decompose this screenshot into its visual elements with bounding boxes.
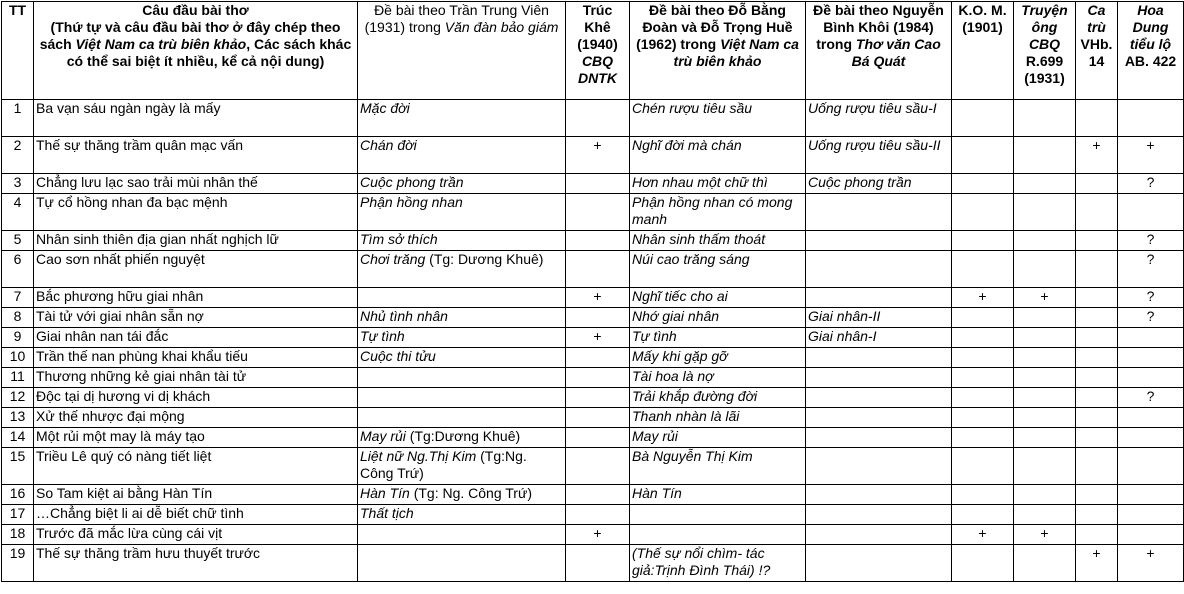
ca-tru-cell: + (1076, 137, 1118, 174)
ca-tru-cell (1076, 251, 1118, 288)
tran-trung-vien-cell: Liệt nữ Ng.Thị Kim (Tg:Ng. Công Trứ) (358, 448, 566, 485)
hoa-dung-cell (1118, 328, 1184, 348)
table-row (2, 428, 1184, 448)
tt-cell: 13 (2, 408, 34, 428)
truc-khe-cell (566, 368, 630, 388)
tran-trung-vien-cell (358, 368, 566, 388)
first-line-cell: So Tam kiệt ai bằng Hàn Tín (34, 485, 358, 505)
truyen-ong-cell (1014, 448, 1076, 485)
table-row (2, 194, 1184, 231)
ca-tru-cell (1076, 328, 1118, 348)
hoa-dung-cell (1118, 448, 1184, 485)
do-bang-doan-cell (630, 505, 806, 525)
header-tt: TT (2, 2, 34, 100)
kom-cell (952, 174, 1014, 194)
header-hoa-dung: Hoa Dung tiểu lộ AB. 422 (1118, 2, 1184, 100)
truyen-ong-cell (1014, 505, 1076, 525)
first-line-cell: Một rủi một may là máy tạo (34, 428, 358, 448)
tt-cell: 8 (2, 308, 34, 328)
hoa-dung-cell (1118, 348, 1184, 368)
truc-khe-cell (566, 100, 630, 137)
first-line-cell: Giai nhân nan tái đắc (34, 328, 358, 348)
nguyen-binh-khoi-cell (806, 288, 952, 308)
tt-cell: 3 (2, 174, 34, 194)
first-line-cell: Chẳng lưu lạc sao trải mùi nhân thế (34, 174, 358, 194)
truyen-ong-cell (1014, 408, 1076, 428)
do-bang-doan-cell: May rủi (630, 428, 806, 448)
header-do-bang-doan: Đề bài theo Đỗ Bằng Đoàn và Đỗ Trọng Huề (1962) trong Việt Nam ca trù biên khảo (630, 2, 806, 100)
tran-trung-vien-cell: Mặc đời (358, 100, 566, 137)
truyen-ong-cell (1014, 328, 1076, 348)
tt-cell: 9 (2, 328, 34, 348)
truyen-ong-cell (1014, 428, 1076, 448)
kom-cell (952, 194, 1014, 231)
nguyen-binh-khoi-cell (806, 428, 952, 448)
truc-khe-cell: + (566, 137, 630, 174)
kom-cell: + (952, 288, 1014, 308)
nguyen-binh-khoi-cell (806, 505, 952, 525)
truc-khe-cell (566, 251, 630, 288)
first-line-cell: Trước đã mắc lừa cùng cái vịt (34, 525, 358, 545)
table-row (2, 251, 1184, 288)
tran-trung-vien-cell: Phận hồng nhan (358, 194, 566, 231)
nguyen-binh-khoi-cell: Cuộc phong trần (806, 174, 952, 194)
tran-trung-vien-cell (358, 388, 566, 408)
do-bang-doan-cell (630, 525, 806, 545)
header-nguyen-binh-khoi: Đề bài theo Nguyễn Bình Khôi (1984) trong Thơ văn Cao Bá Quát (806, 2, 952, 100)
tran-trung-vien-cell: Tìm sở thích (358, 231, 566, 251)
ca-tru-cell (1076, 174, 1118, 194)
hoa-dung-cell (1118, 368, 1184, 388)
tt-cell: 14 (2, 428, 34, 448)
first-line-cell: Thương những kẻ giai nhân tài tử (34, 368, 358, 388)
first-line-cell: Bắc phương hữu giai nhân (34, 288, 358, 308)
table-row (2, 231, 1184, 251)
first-line-cell: Xử thế nhược đại mộng (34, 408, 358, 428)
hoa-dung-cell (1118, 100, 1184, 137)
truc-khe-cell: + (566, 525, 630, 545)
header-first-line: Câu đầu bài thơ (Thứ tự và câu đầu bài thơ ở đây chép theo sách Việt Nam ca trù biên khảo, Các sách khác có thể sai biệt ít nhiều, kể cả nội dung) (34, 2, 358, 100)
table-row (2, 328, 1184, 348)
kom-cell (952, 137, 1014, 174)
kom-cell (952, 408, 1014, 428)
kom-cell (952, 505, 1014, 525)
table-row (2, 545, 1184, 582)
truc-khe-cell (566, 428, 630, 448)
table-row (2, 368, 1184, 388)
nguyen-binh-khoi-cell (806, 348, 952, 368)
do-bang-doan-cell: Tự tình (630, 328, 806, 348)
truc-khe-cell (566, 408, 630, 428)
tran-trung-vien-cell: Cuộc thi tửu (358, 348, 566, 368)
do-bang-doan-cell: Tài hoa là nợ (630, 368, 806, 388)
poem-comparison-table (1, 1, 1184, 582)
tran-trung-vien-cell: May rủi (Tg:Dương Khuê) (358, 428, 566, 448)
hoa-dung-cell: ? (1118, 174, 1184, 194)
tran-trung-vien-cell: Chơi trăng (Tg: Dương Khuê) (358, 251, 566, 288)
tt-cell: 5 (2, 231, 34, 251)
ca-tru-cell (1076, 408, 1118, 428)
kom-cell (952, 328, 1014, 348)
nguyen-binh-khoi-cell: Uống rượu tiêu sầu-II (806, 137, 952, 174)
header-tran-trung-vien: Đề bài theo Trần Trung Viên (1931) trong Văn đàn bảo giám (358, 2, 566, 100)
kom-cell (952, 428, 1014, 448)
tran-trung-vien-cell (358, 545, 566, 582)
do-bang-doan-cell: Hơn nhau một chữ thì (630, 174, 806, 194)
ca-tru-cell (1076, 194, 1118, 231)
ca-tru-cell (1076, 428, 1118, 448)
ca-tru-cell (1076, 348, 1118, 368)
ca-tru-cell: + (1076, 545, 1118, 582)
truyen-ong-cell (1014, 137, 1076, 174)
hoa-dung-cell: ? (1118, 231, 1184, 251)
tran-trung-vien-cell (358, 525, 566, 545)
tran-trung-vien-cell: Tự tình (358, 328, 566, 348)
do-bang-doan-cell: Chén rượu tiêu sầu (630, 100, 806, 137)
do-bang-doan-cell: Nhớ giai nhân (630, 308, 806, 328)
nguyen-binh-khoi-cell (806, 194, 952, 231)
hoa-dung-cell: ? (1118, 288, 1184, 308)
truc-khe-cell (566, 388, 630, 408)
table-row (2, 308, 1184, 328)
first-line-cell: Thế sự thăng trầm quân mạc vấn (34, 137, 358, 174)
hoa-dung-cell (1118, 485, 1184, 505)
nguyen-binh-khoi-cell: Uống rượu tiêu sầu-I (806, 100, 952, 137)
tran-trung-vien-cell (358, 288, 566, 308)
truc-khe-cell (566, 194, 630, 231)
nguyen-binh-khoi-cell (806, 525, 952, 545)
tt-cell: 19 (2, 545, 34, 582)
header-row (2, 2, 1184, 100)
table-row (2, 100, 1184, 137)
ca-tru-cell (1076, 231, 1118, 251)
hoa-dung-cell: ? (1118, 308, 1184, 328)
truc-khe-cell: + (566, 328, 630, 348)
tt-cell: 16 (2, 485, 34, 505)
kom-cell (952, 100, 1014, 137)
first-line-cell: Cao sơn nhất phiến nguyệt (34, 251, 358, 288)
truyen-ong-cell (1014, 545, 1076, 582)
tran-trung-vien-cell: Thất tịch (358, 505, 566, 525)
ca-tru-cell (1076, 288, 1118, 308)
nguyen-binh-khoi-cell (806, 251, 952, 288)
do-bang-doan-cell: Núi cao trăng sáng (630, 251, 806, 288)
first-line-cell: Ba vạn sáu ngàn ngày là mấy (34, 100, 358, 137)
truyen-ong-cell (1014, 194, 1076, 231)
truyen-ong-cell (1014, 100, 1076, 137)
tran-trung-vien-cell: Hàn Tín (Tg: Ng. Công Trứ) (358, 485, 566, 505)
do-bang-doan-cell: Nghĩ tiếc cho ai (630, 288, 806, 308)
first-line-cell: Nhân sinh thiên địa gian nhất nghịch lữ (34, 231, 358, 251)
table-row (2, 288, 1184, 308)
tt-cell: 6 (2, 251, 34, 288)
kom-cell (952, 368, 1014, 388)
do-bang-doan-cell: Nghĩ đời mà chán (630, 137, 806, 174)
do-bang-doan-cell: Mấy khi gặp gỡ (630, 348, 806, 368)
tt-cell: 1 (2, 100, 34, 137)
kom-cell (952, 348, 1014, 368)
nguyen-binh-khoi-cell (806, 368, 952, 388)
truc-khe-cell (566, 485, 630, 505)
header-ca-tru: Ca trù VHb. 14 (1076, 2, 1118, 100)
hoa-dung-cell (1118, 428, 1184, 448)
truyen-ong-cell (1014, 174, 1076, 194)
table-row (2, 388, 1184, 408)
tt-cell: 10 (2, 348, 34, 368)
first-line-cell: Triều Lê quý có nàng tiết liệt (34, 448, 358, 485)
truc-khe-cell (566, 231, 630, 251)
kom-cell: + (952, 525, 1014, 545)
hoa-dung-cell: + (1118, 545, 1184, 582)
ca-tru-cell (1076, 505, 1118, 525)
nguyen-binh-khoi-cell: Giai nhân-I (806, 328, 952, 348)
truyen-ong-cell (1014, 348, 1076, 368)
tran-trung-vien-cell: Cuộc phong trần (358, 174, 566, 194)
kom-cell (952, 251, 1014, 288)
ca-tru-cell (1076, 525, 1118, 545)
truyen-ong-cell (1014, 485, 1076, 505)
truyen-ong-cell: + (1014, 525, 1076, 545)
first-line-cell: …Chẳng biệt li ai dễ biết chữ tình (34, 505, 358, 525)
table-row (2, 348, 1184, 368)
tt-cell: 2 (2, 137, 34, 174)
truc-khe-cell (566, 448, 630, 485)
tt-cell: 11 (2, 368, 34, 388)
hoa-dung-cell (1118, 525, 1184, 545)
nguyen-binh-khoi-cell (806, 485, 952, 505)
first-line-cell: Tài tử với giai nhân sẵn nợ (34, 308, 358, 328)
table-body (2, 100, 1184, 582)
truyen-ong-cell (1014, 368, 1076, 388)
table-row (2, 448, 1184, 485)
nguyen-binh-khoi-cell (806, 388, 952, 408)
kom-cell (952, 448, 1014, 485)
tt-cell: 4 (2, 194, 34, 231)
nguyen-binh-khoi-cell (806, 408, 952, 428)
do-bang-doan-cell: Hàn Tín (630, 485, 806, 505)
first-line-cell: Trần thế nan phùng khai khẩu tiếu (34, 348, 358, 368)
do-bang-doan-cell: Bà Nguyễn Thị Kim (630, 448, 806, 485)
truyen-ong-cell: + (1014, 288, 1076, 308)
ca-tru-cell (1076, 368, 1118, 388)
table-row (2, 485, 1184, 505)
tt-cell: 15 (2, 448, 34, 485)
first-line-cell: Độc tại dị hương vi dị khách (34, 388, 358, 408)
kom-cell (952, 308, 1014, 328)
hoa-dung-cell (1118, 505, 1184, 525)
tt-cell: 17 (2, 505, 34, 525)
tran-trung-vien-cell (358, 408, 566, 428)
ca-tru-cell (1076, 448, 1118, 485)
ca-tru-cell (1076, 100, 1118, 137)
truc-khe-cell (566, 174, 630, 194)
hoa-dung-cell: + (1118, 137, 1184, 174)
hoa-dung-cell (1118, 408, 1184, 428)
truc-khe-cell: + (566, 288, 630, 308)
ca-tru-cell (1076, 388, 1118, 408)
do-bang-doan-cell: Phận hồng nhan có mong manh (630, 194, 806, 231)
table-row (2, 174, 1184, 194)
truyen-ong-cell (1014, 231, 1076, 251)
tt-cell: 7 (2, 288, 34, 308)
truc-khe-cell (566, 505, 630, 525)
kom-cell (952, 485, 1014, 505)
ca-tru-cell (1076, 485, 1118, 505)
truc-khe-cell (566, 308, 630, 328)
truc-khe-cell (566, 545, 630, 582)
hoa-dung-cell (1118, 194, 1184, 231)
tt-cell: 12 (2, 388, 34, 408)
header-truyen-ong: Truyện ông CBQ R.699 (1931) (1014, 2, 1076, 100)
table-row (2, 408, 1184, 428)
table-row (2, 525, 1184, 545)
first-line-cell: Thế sự thăng trầm hưu thuyết trước (34, 545, 358, 582)
table-row (2, 137, 1184, 174)
truc-khe-cell (566, 348, 630, 368)
header-truc-khe: Trúc Khê (1940) CBQ DNTK (566, 2, 630, 100)
do-bang-doan-cell: (Thế sự nổi chìm- tác giả:Trịnh Đình Thái) !? (630, 545, 806, 582)
tran-trung-vien-cell: Chán đời (358, 137, 566, 174)
truyen-ong-cell (1014, 251, 1076, 288)
do-bang-doan-cell: Nhân sinh thấm thoát (630, 231, 806, 251)
truyen-ong-cell (1014, 308, 1076, 328)
hoa-dung-cell: ? (1118, 388, 1184, 408)
ca-tru-cell (1076, 308, 1118, 328)
nguyen-binh-khoi-cell (806, 231, 952, 251)
tt-cell: 18 (2, 525, 34, 545)
kom-cell (952, 545, 1014, 582)
do-bang-doan-cell: Trải khắp đường đời (630, 388, 806, 408)
do-bang-doan-cell: Thanh nhàn là lãi (630, 408, 806, 428)
truyen-ong-cell (1014, 388, 1076, 408)
table-row (2, 505, 1184, 525)
hoa-dung-cell: ? (1118, 251, 1184, 288)
first-line-cell: Tự cổ hồng nhan đa bạc mệnh (34, 194, 358, 231)
kom-cell (952, 388, 1014, 408)
header-kom: K.O. M. (1901) (952, 2, 1014, 100)
nguyen-binh-khoi-cell (806, 448, 952, 485)
nguyen-binh-khoi-cell: Giai nhân-II (806, 308, 952, 328)
tran-trung-vien-cell: Nhủ tình nhân (358, 308, 566, 328)
nguyen-binh-khoi-cell (806, 545, 952, 582)
kom-cell (952, 231, 1014, 251)
